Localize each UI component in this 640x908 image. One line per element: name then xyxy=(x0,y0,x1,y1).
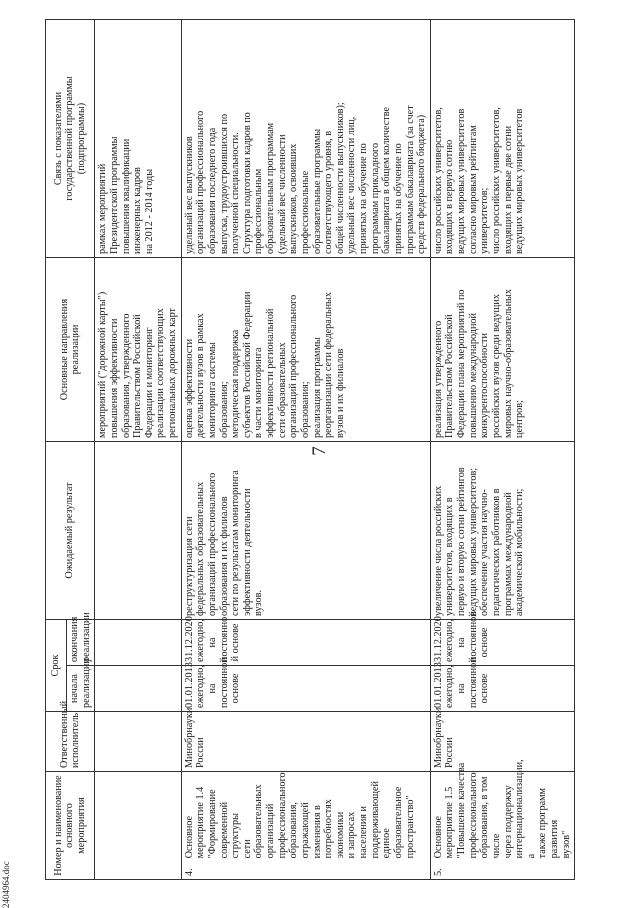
cell-result xyxy=(181,442,430,620)
text-line: потребностях экономики xyxy=(323,799,346,859)
text-line: субъектов Российской Федерации xyxy=(241,291,253,438)
text-line: средств федерального бюджета) xyxy=(416,114,428,254)
cell-end xyxy=(430,611,575,666)
text-line: университетов; xyxy=(479,187,491,254)
col-header-link xyxy=(46,20,95,258)
col-header-name xyxy=(46,772,95,880)
text-line: основе xyxy=(230,673,242,704)
text-line: Правительством Российской xyxy=(132,314,144,438)
cell-responsible xyxy=(95,712,181,772)
text-line: пространство" xyxy=(404,795,416,859)
text-line: педагогических работников в xyxy=(490,488,502,616)
text-line: на 2012 - 2014 годы xyxy=(143,168,155,254)
text-line: принятых на обучение по xyxy=(358,143,369,254)
cell-directions xyxy=(430,258,575,442)
text-line: вузов" xyxy=(560,830,572,859)
text-line: в части мониторинга xyxy=(253,347,265,438)
text-line: ведущих мировых университетов xyxy=(456,108,467,254)
cell-end xyxy=(95,620,181,666)
text-line: "Формирование xyxy=(206,789,218,859)
text-line: центров; xyxy=(514,400,526,438)
text-line: основе xyxy=(479,673,491,704)
text-line: принятых на обучение по xyxy=(392,143,404,254)
text-line: Связь с показателями xyxy=(52,91,64,186)
text-line: на xyxy=(206,683,218,694)
text-line: ведущих мировых университетов; xyxy=(467,467,479,616)
text-line: выпускников, освоивших xyxy=(288,143,300,254)
text-line: эффективности региональной xyxy=(265,308,276,438)
text-line: конкурентоспособности xyxy=(479,333,491,438)
text-line: государственной программы xyxy=(64,76,76,201)
text-line: образования; xyxy=(299,381,311,438)
text-line: также программ развития xyxy=(537,788,560,859)
text-line: удельный вес выпускников xyxy=(183,136,195,254)
col-header-result: Ожидаемый результат xyxy=(46,442,95,620)
text-line: региональных дорожных карт xyxy=(167,308,178,438)
footer-doc-code: 2404964.doc xyxy=(1,861,11,908)
table-row xyxy=(181,20,430,880)
text-line: "Повышение качества xyxy=(456,762,467,859)
text-line: Номер и наименование xyxy=(52,775,64,876)
text-line: постоянно xyxy=(218,616,230,662)
text-line: мониторинга системы xyxy=(206,342,218,438)
text-line: повышения квалификации xyxy=(120,138,132,254)
text-line: выпуска, трудоустроившихся по xyxy=(218,113,230,254)
text-line: ежегодно, xyxy=(444,619,456,662)
text-line: й основе xyxy=(230,623,242,662)
cell-result xyxy=(95,442,181,620)
text-line: реализации xyxy=(70,324,82,375)
text-line: профессионального xyxy=(276,772,288,859)
text-line: профессиональные xyxy=(299,170,311,254)
text-line: сети образовательных xyxy=(276,342,288,438)
text-line: увеличение числа российских xyxy=(432,485,444,616)
cell-link xyxy=(430,20,575,258)
cell-name xyxy=(95,772,181,880)
text-line: основе xyxy=(479,627,491,658)
col-header-directions xyxy=(46,258,95,442)
text-line: деятельности вузов в рамках xyxy=(195,313,207,438)
text-line: образования; xyxy=(218,381,230,438)
text-line: программам прикладного xyxy=(369,142,381,254)
text-line: федеральных образовательных xyxy=(195,481,207,616)
text-line: основного мероприятия xyxy=(64,797,87,854)
text-line: современной структуры xyxy=(218,801,242,859)
text-line: отражающей изменения в xyxy=(299,802,323,859)
cell-link xyxy=(181,20,430,258)
text-line: через поддержку xyxy=(502,785,514,859)
cell-directions xyxy=(95,258,181,442)
text-line: профессиональным xyxy=(253,168,265,254)
cell-end xyxy=(181,616,430,666)
text-line: мировых научно-образовательных xyxy=(502,289,514,438)
text-line: число российских университетов, xyxy=(490,107,502,254)
col-header-start xyxy=(67,658,95,712)
text-line: рамках мероприятий xyxy=(97,163,109,254)
text-line: Правительством Российской xyxy=(444,314,456,438)
text-line: удельный вес численности лиц, xyxy=(346,116,358,254)
text-line: организаций xyxy=(265,803,276,859)
text-line: окончания xyxy=(69,616,80,662)
text-line: общей численности выпускников); xyxy=(334,102,346,254)
text-line: академической мобильности; xyxy=(514,488,526,616)
text-line: реализации xyxy=(80,612,92,662)
text-line: вузов. xyxy=(253,590,265,616)
page-number: 7 xyxy=(309,446,330,456)
text-line: постоянной xyxy=(467,657,479,708)
text-line: постоянной xyxy=(467,611,479,662)
text-line: повышения эффективности xyxy=(108,318,120,438)
text-line: образования, в том числе xyxy=(479,776,502,859)
text-line: образования последнего года xyxy=(206,127,218,254)
text-line: поддерживающей единое xyxy=(369,781,393,859)
text-line: первую и вторую сотни рейтингов xyxy=(456,467,467,616)
text-line: Основное мероприятие 1.4 xyxy=(183,786,207,859)
table-row-continuation xyxy=(95,20,181,880)
text-line: программам бакалавриата (за счет xyxy=(404,105,416,254)
text-line: образования, утвержденного xyxy=(120,313,132,438)
program-table xyxy=(45,20,600,880)
text-line: на xyxy=(456,637,467,648)
text-line: Ответственный xyxy=(58,700,70,768)
text-line: ежегодно, xyxy=(195,665,207,708)
text-line: (удельный вес численности xyxy=(276,134,288,254)
cell-name: 5. Основное мероприятие 1.5 "Повышение качества профессионального образования, в том числе через поддержку интернационализации, а также программ развития вузов" xyxy=(430,772,575,880)
text-line: обеспечение участия научно- xyxy=(479,489,491,616)
text-line: России xyxy=(195,737,207,768)
text-line: организаций профессионального xyxy=(288,294,300,438)
text-line: постоянной xyxy=(218,657,230,708)
text-line: и запросах населения и xyxy=(346,806,369,859)
text-line: реализация программы xyxy=(311,337,323,438)
cell-directions xyxy=(181,258,430,442)
cell-result xyxy=(430,442,575,620)
text-line: Федерации плана мероприятий по xyxy=(456,289,467,438)
text-line: оценка эффективности xyxy=(183,338,195,438)
text-line: ежегодно, xyxy=(195,619,207,662)
col-header-responsible xyxy=(46,700,95,772)
text-line: Минобрнауки xyxy=(183,707,195,768)
text-line: университетов, входящих в xyxy=(444,497,456,616)
text-line: мероприятий ("дорожной карты") xyxy=(97,291,109,438)
text-line: Президентской программы xyxy=(108,136,120,254)
text-line: реструктуризация сети xyxy=(183,516,195,616)
text-line: реализация утвержденного xyxy=(432,320,444,438)
text-line: Основные направления xyxy=(58,298,70,401)
text-line: организаций профессионального xyxy=(206,472,218,616)
text-line: инженерных кадров xyxy=(132,167,144,254)
text-line: Федерации и мониторинг xyxy=(143,327,155,438)
text-line: программах международной xyxy=(502,492,514,616)
text-line: эффективности деятельности xyxy=(241,488,253,616)
text-line: реализации xyxy=(80,658,92,708)
col-header-term: Срок xyxy=(46,620,67,712)
text-line: повышению международной xyxy=(467,313,479,438)
text-line: (подпрограммы) xyxy=(75,102,87,175)
text-line: вузов и их филиалов xyxy=(334,348,346,438)
text-line: реорганизации сети федеральных xyxy=(323,292,335,438)
text-line: методическая поддержка xyxy=(230,329,242,438)
cell-start xyxy=(181,657,430,712)
text-line: Минобрнауки xyxy=(432,707,444,768)
text-line: 31.12.2020 xyxy=(183,616,195,662)
text-line: Основное мероприятие 1.5 xyxy=(432,786,456,859)
text-line: Структура подготовки кадров по xyxy=(241,112,253,254)
text-line: России xyxy=(444,737,456,768)
text-line: образовательное xyxy=(392,786,404,859)
text-line: ведущих мировых университетов xyxy=(514,108,526,254)
text-line: входящих в первую сотню xyxy=(444,139,456,254)
text-line: ежегодно, xyxy=(444,665,456,708)
cell-link xyxy=(95,20,181,258)
text-line: на xyxy=(206,637,218,648)
text-line: число российских университетов, xyxy=(432,107,444,254)
cell-start xyxy=(430,657,575,712)
text-line: организаций профессионального xyxy=(195,110,207,254)
text-line: 01.01.2013 xyxy=(432,662,444,708)
text-line: соответствующего уровня, в xyxy=(323,130,335,254)
text-line: входящих в первые две сотни xyxy=(502,125,514,254)
cell-responsible xyxy=(181,707,430,772)
text-line: 31.12.2020 xyxy=(432,616,444,662)
cell-name: 4. Основное мероприятие 1.4 "Формирование современной структуры сети образовательных организаций профессионального образования, отражающей изменения в потребностях экономики и запросах населения и поддерживающей единое образовательное пространство" xyxy=(181,772,430,880)
table-row xyxy=(430,20,575,880)
text-line: профессионального xyxy=(467,772,479,859)
text-line: образования, xyxy=(288,802,300,859)
text-line: полученной специальности. xyxy=(230,132,242,254)
text-line: сети по результатам мониторинга xyxy=(230,470,242,616)
text-line: 01.01.2013 xyxy=(183,662,195,708)
text-line: образовательным программам xyxy=(265,122,276,254)
text-line: образовательные программы xyxy=(311,128,323,254)
text-line: интернационализации, а xyxy=(514,759,537,859)
text-line: на xyxy=(456,683,467,694)
text-line: сети образовательных xyxy=(241,784,265,859)
text-line: согласно мировым рейтингам xyxy=(467,125,479,254)
cell-start xyxy=(95,666,181,712)
text-line: образования и их филиалов xyxy=(218,496,230,616)
col-header-end xyxy=(67,612,95,666)
text-line: реализации соответствующих xyxy=(155,308,167,438)
text-line: бакалавриата в общем количестве xyxy=(381,106,393,254)
text-line: исполнитель xyxy=(70,712,82,768)
text-line: российских вузов среди ведущих xyxy=(490,294,502,438)
text-line: начала xyxy=(69,674,80,703)
